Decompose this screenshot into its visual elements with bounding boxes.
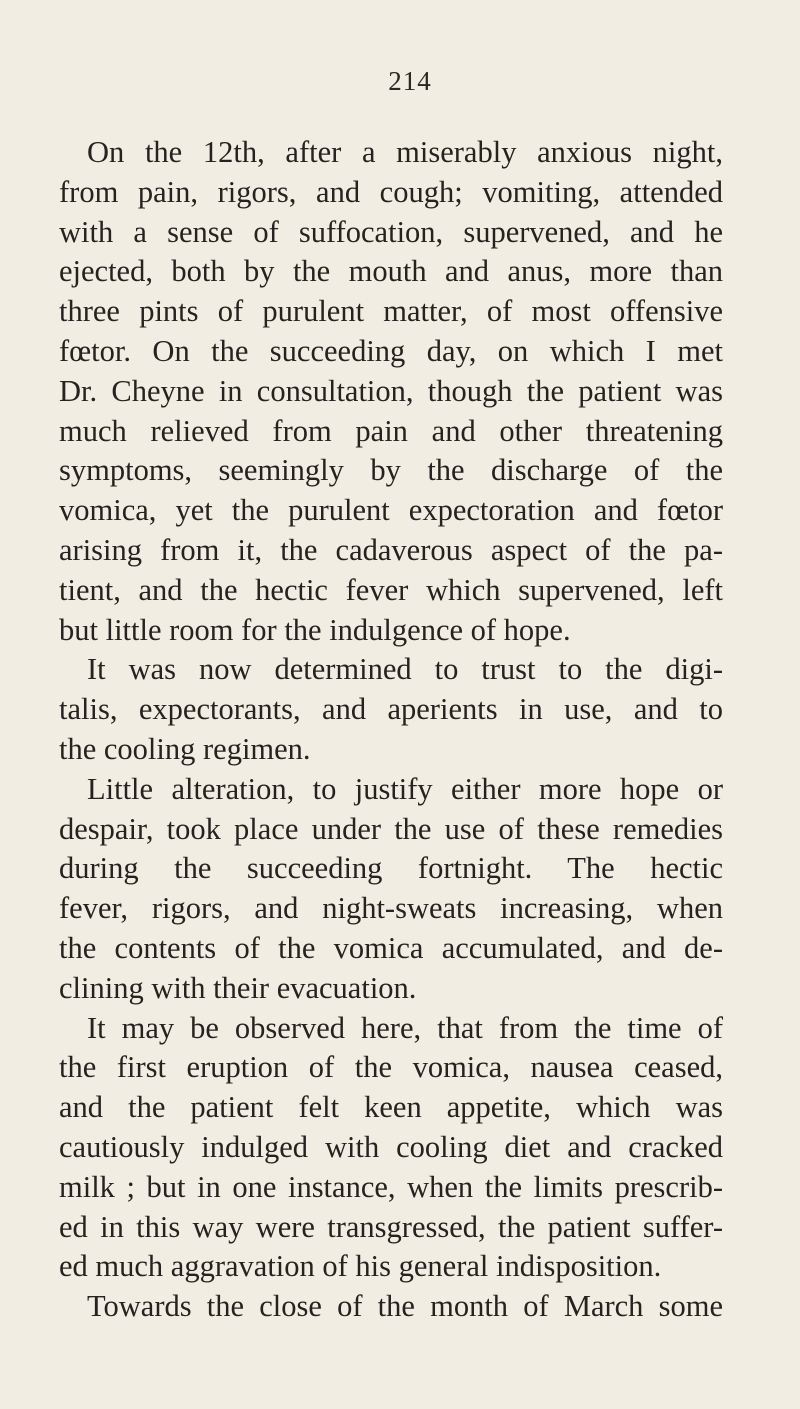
text-line: despair, took place under the use of these remedies <box>59 811 723 846</box>
text-line: tient, and the hectic fever which supervened, left <box>59 572 723 607</box>
text-line: clining with their evacuation. <box>59 970 417 1005</box>
text-line: with a sense of suffocation, supervened, and he <box>59 214 723 249</box>
text-line: but little room for the indulgence of hope. <box>59 612 571 647</box>
text-line: cautiously indulged with cooling diet and cracked <box>59 1129 723 1164</box>
text-line: much relieved from pain and other threatening <box>59 413 723 448</box>
text-line: the contents of the vomica accumulated, and de- <box>59 930 723 965</box>
text-line: the first eruption of the vomica, nausea ceased, <box>59 1050 723 1085</box>
text-line: talis, expectorants, and aperients in use, and to <box>59 692 723 727</box>
text-line: It may be observed here, that from the time of <box>87 1010 723 1045</box>
page-number: 214 <box>388 66 432 96</box>
text-line: Dr. Cheyne in consultation, though the patient was <box>59 373 723 408</box>
text-line: and the patient felt keen appetite, which was <box>59 1090 723 1125</box>
text-line: Little alteration, to justify either more hope or <box>87 771 723 806</box>
text-line: from pain, rigors, and cough; vomiting, attended <box>59 174 723 209</box>
text-line: the cooling regimen. <box>59 731 311 766</box>
text-line: ed much aggravation of his general indisposition. <box>59 1249 662 1284</box>
text-line: vomica, yet the purulent expectoration and fœtor <box>59 493 723 528</box>
body-text <box>59 133 723 1327</box>
text-line: arising from it, the cadaverous aspect of the pa- <box>59 532 723 567</box>
text-line: On the 12th, after a miserably anxious night, <box>87 135 723 169</box>
text-line: fever, rigors, and night-sweats increasing, when <box>59 891 723 926</box>
text-line: milk ; but in one instance, when the limits prescrib- <box>59 1169 723 1204</box>
text-line: fœtor. On the succeeding day, on which I met <box>59 333 723 368</box>
text-line: Towards the close of the month of March some <box>87 1289 723 1324</box>
text-line: symptoms, seemingly by the discharge of the <box>59 453 723 488</box>
text-line: during the succeeding fortnight. The hectic <box>59 851 723 886</box>
text-line: three pints of purulent matter, of most offensive <box>59 294 723 329</box>
text-line: It was now determined to trust to the digi- <box>87 652 723 687</box>
text-line: ejected, both by the mouth and anus, more than <box>59 254 723 289</box>
text-line: ed in this way were transgressed, the patient suffer- <box>59 1209 723 1244</box>
